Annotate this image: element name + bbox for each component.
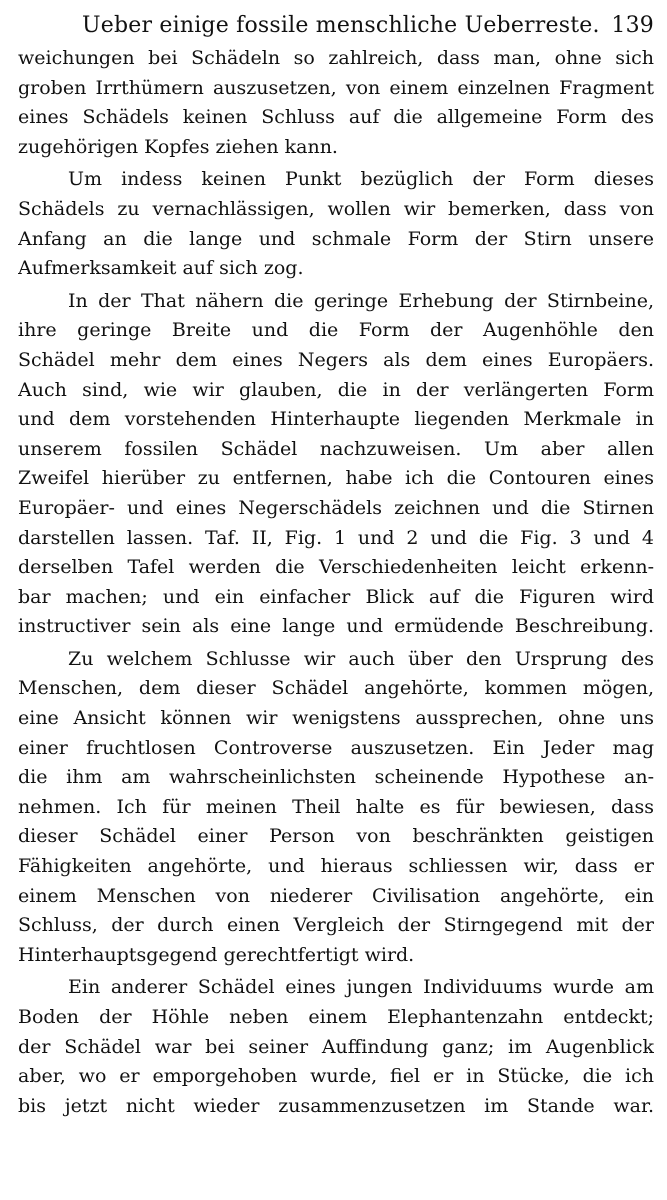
text-line: eine Ansicht können wir wenigstens aussprechen, ohne uns xyxy=(18,707,654,730)
running-title: Ueber einige fossile menschliche Ueberreste. xyxy=(82,13,600,38)
text-line: derselben Tafel werden die Verschiedenheiten leicht erkenn- xyxy=(18,556,654,579)
text-line: Anfang an die lange und schmale Form der Stirn unsere xyxy=(18,227,654,250)
text-line: Zu welchem Schlusse wir auch über den Ursprung des xyxy=(68,647,654,670)
text-line: Auch sind, wie wir glauben, die in der verlängerten Form xyxy=(18,378,654,401)
body-text xyxy=(18,44,654,1121)
text-line: Europäer- und eines Negerschädels zeichnen und die Stirnen xyxy=(18,496,654,519)
text-line: Aufmerksamkeit auf sich zog. xyxy=(18,257,304,280)
text-line: zugehörigen Kopfes ziehen kann. xyxy=(18,135,338,158)
running-header xyxy=(18,10,654,42)
paragraph-5 xyxy=(18,973,654,1121)
paragraph-2 xyxy=(18,165,654,283)
text-line: Ein anderer Schädel eines jungen Individuums wurde am xyxy=(68,976,654,999)
text-line: bar machen; und ein einfacher Blick auf die Figuren wird xyxy=(18,585,654,608)
text-line: und dem vorstehenden Hinterhaupte liegenden Merkmale in xyxy=(18,408,654,431)
text-line: Schädels zu vernachlässigen, wollen wir bemerken, dass von xyxy=(18,197,654,220)
text-line: Fähigkeiten angehörte, und hieraus schliessen wir, dass er xyxy=(18,855,654,878)
text-line: aber, wo er emporgehoben wurde, fiel er in Stücke, die ich xyxy=(18,1065,654,1088)
text-line: Menschen, dem dieser Schädel angehörte, kommen mögen, xyxy=(18,677,654,700)
book-page xyxy=(18,10,654,1121)
text-line: Um indess keinen Punkt bezüglich der Form dieses xyxy=(68,168,654,191)
text-line: Hinterhauptsgegend gerechtfertigt wird. xyxy=(18,943,415,966)
text-line: ihre geringe Breite und die Form der Augenhöhle den xyxy=(18,319,654,342)
text-line: weichungen bei Schädeln so zahlreich, dass man, ohne sich xyxy=(18,47,654,69)
text-line: Boden der Höhle neben einem Elephantenzahn entdeckt; xyxy=(18,1006,654,1028)
text-line: einer fruchtlosen Controverse auszusetzen. Ein Jeder mag xyxy=(18,736,654,759)
paragraph-1 xyxy=(18,44,654,162)
text-line: nehmen. Ich für meinen Theil halte es für bewiesen, dass xyxy=(18,795,654,818)
text-line: Zweifel hierüber zu entfernen, habe ich die Contouren eines xyxy=(18,467,654,490)
text-line: In der That nähern die geringe Erhebung der Stirnbeine, xyxy=(68,289,654,312)
text-line: bis jetzt nicht wieder zusammenzusetzen im Stande war. xyxy=(18,1094,654,1117)
text-line: instructiver sein als eine lange und ermüdende Beschreibung. xyxy=(18,615,654,638)
text-line: darstellen lassen. Taf. II, Fig. 1 und 2 und die Fig. 3 und 4 xyxy=(18,526,654,549)
paragraph-3 xyxy=(18,287,654,642)
text-line: der Schädel war bei seiner Auffindung ganz; im Augenblick xyxy=(18,1035,654,1058)
text-line: Schädel mehr dem eines Negers als dem eines Europäers. xyxy=(18,348,654,371)
text-line: Schluss, der durch einen Vergleich der Stirngegend mit der xyxy=(18,914,654,937)
text-line: groben Irrthümern auszusetzen, von einem einzelnen Fragment xyxy=(18,76,654,99)
text-line: unserem fossilen Schädel nachzuweisen. Um aber allen xyxy=(18,437,654,460)
text-line: dieser Schädel einer Person von beschränkten geistigen xyxy=(18,825,654,848)
paragraph-4 xyxy=(18,645,654,971)
text-line: einem Menschen von niederer Civilisation angehörte, ein xyxy=(18,884,654,907)
text-line: die ihm am wahrscheinlichsten scheinende Hypothese an- xyxy=(18,766,654,789)
page-number: 139 xyxy=(611,13,654,38)
text-line: eines Schädels keinen Schluss auf die allgemeine Form des xyxy=(18,106,654,129)
